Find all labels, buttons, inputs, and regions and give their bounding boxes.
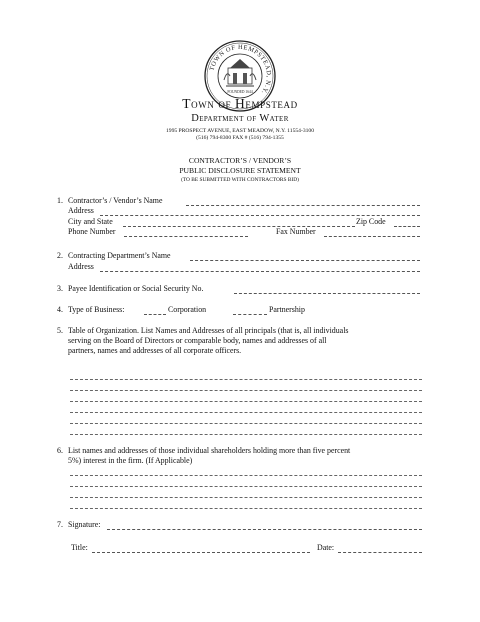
contractor-name-label: Contractor’s / Vendor’s Name [68,196,163,205]
form-title-line-2: PUBLIC DISCLOSURE STATEMENT [179,166,301,175]
business-type-label: Type of Business: [68,305,125,314]
address-line-2: (516) 794-8300 FAX # (516) 794-1355 [196,135,284,141]
svg-text:TOWN OF HEMPSTEAD, N.Y.: TOWN OF HEMPSTEAD, N.Y. [208,43,273,96]
form-subtitle: (TO BE SUBMITTED WITH CONTRACTORS BID) [181,177,299,183]
town-name: Town of Hempstead [182,96,298,111]
date-field[interactable] [338,552,422,553]
fax-number-label: Fax Number [276,227,316,236]
organization-line-3[interactable] [70,401,422,402]
shareholder-line-3[interactable] [70,497,422,498]
section-7-number: 7. [57,520,63,529]
section-3-number: 3. [57,284,63,293]
payee-id-field[interactable] [234,293,420,294]
form-title-line-1: CONTRACTOR’S / VENDOR’S [188,156,292,165]
organization-line-2[interactable] [70,390,422,391]
title-label: Title: [71,543,88,552]
section-2-number: 2. [57,251,63,260]
section-6-number: 6. [57,446,63,455]
signature-label: Signature: [68,520,101,529]
payee-id-label: Payee Identification or Social Security No. [68,284,204,293]
section-1-number: 1. [57,196,63,205]
partnership-field[interactable] [233,314,267,315]
title-field[interactable] [92,552,310,553]
organization-line-5[interactable] [70,423,422,424]
zip-code-label: Zip Code [356,217,386,226]
section-5-text-2: serving on the Board of Directors or comparable body, names and addresses of all [68,336,327,345]
section-6-text-1: List names and addresses of those individual shareholders holding more than five percent [68,446,351,455]
contractor-name-field[interactable] [186,205,420,206]
corporation-field[interactable] [144,314,166,315]
organization-line-4[interactable] [70,412,422,413]
city-state-label: City and State [68,217,113,226]
section-5-text-1: Table of Organization. List Names and Addresses of all principals (that is, all individuals [68,326,349,335]
department-name: Department of Water [191,113,289,124]
section-6-text-2: 5%) interest in the firm. (If Applicable) [68,456,193,465]
address-line-1: 1995 PROSPECT AVENUE, EAST MEADOW, N.Y. 11554-3100 [165,128,315,134]
organization-line-6[interactable] [70,434,422,435]
shareholder-line-2[interactable] [70,486,422,487]
phone-number-field[interactable] [124,236,248,237]
city-state-field[interactable] [123,226,355,227]
partnership-label: Partnership [269,305,305,314]
fax-number-field[interactable] [324,236,420,237]
section-5-text-3: partners, names and addresses of all corporate officers. [68,346,242,355]
shareholder-line-1[interactable] [70,475,422,476]
department-name-label: Contracting Department’s Name [68,251,171,260]
zip-code-field[interactable] [394,226,420,227]
section-5-number: 5. [57,326,63,335]
shareholder-line-4[interactable] [70,508,422,509]
section-4-number: 4. [57,305,63,314]
organization-line-1[interactable] [70,379,422,380]
corporation-label: Corporation [168,305,207,314]
svg-text:FOUNDED 1644: FOUNDED 1644 [227,90,253,94]
department-address-label: Address [68,262,94,271]
signature-field[interactable] [107,529,422,530]
date-label: Date: [317,543,335,552]
department-name-field[interactable] [190,260,420,261]
contractor-address-field[interactable] [100,215,420,216]
contractor-address-label: Address [68,206,94,215]
phone-number-label: Phone Number [68,227,116,236]
department-address-field[interactable] [100,271,420,272]
